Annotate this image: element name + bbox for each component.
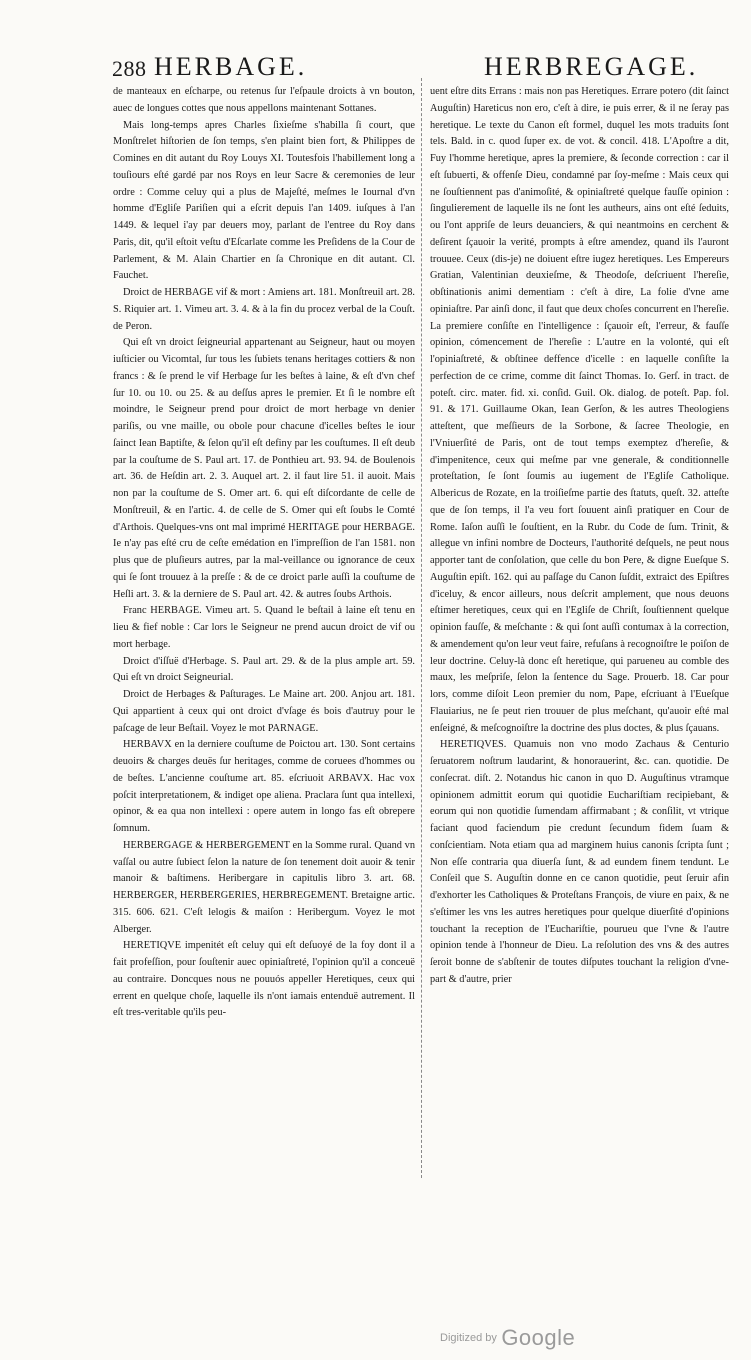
google-logo: Google [501,1325,576,1350]
paragraph: uent eſtre dits Errans : mais non pas Heretiques. Errare potero (dit ſainct Auguſtin) Hareticus non ero, c'eſt à dire, ie puis errer, & il ne ſeray pas heretique. Le texte du Canon eſt formel, duquel les mots traduits ſont tels. Bald. in c. quod ſuper ex. de vot. & concil. 418. L'Apoſtre a dit, Fuy l'homme heretique, apres la premiere, & ſeconde correction : car il eſt ſubuerti, & offenſe Dieu, condamné par ſoy-meſme : Mais ceux qui ne ſouſtiennent pas d'animoſité, & opiniaſtreté quelque fauſſe opinion : ſingulierement de laquelle ils ne ſont les autheurs, ains ont eſté ſeduits, ou l'ont appriſe de leurs deuanciers, & qui neantmoins en cerchent & deſirent ſçauoir la verité, prompts à eſtre amendez, quand ils l'auront trouuee. Ceux (dis-je) ne doiuent eſtre iugez heretiques. Les Empereurs Gratian, Valentinian deuxieſme, & Theodoſe, deſcriuent l'hereſie, obſtinationis animi dementiam : c'eſt à dire, La folie d'vne ame opiniaſtre. Par ainſi donc, il faut que deux choſes concurrent en l'hereſie. La premiere conſiſte en l'intelligence : ſçauoir eſt, l'erreur, & fauſſe opinion, cómencement de l'hereſie : L'autre en la volonté, qui eſt l'opiniaſtreté, & obſtinee deffence d'icelle : en laquelle conſiſte la perfection de ce crime, comme dit ſainct Thomas. Io. Gerſ. in tract. de poteſt. circ. mater. fid. xi. conſid. Guil. Ok. dialog. de poteſt. Pap. fol. 91. & 171. Guillaume Okan, Iean Gerſon, & les autres Theologiens atteſtent, que meſſieurs de la Sorbone, & ſacree Theologie, en l'Vniuerſité de Paris, ont de tout temps exemptez d'hereſie, & d'impenitence, ceux qui meſme par vne generale, & conditionnelle proteſtation, ſe ſont ſoumis au iugement de l'Egliſe Catholique. Albericus de Rozate, en la troiſieſme partie des ſtatuts, queſt. 32. atteſte que de ſon temps, il l'a veu fort ſouuent ainſi pratiquer en Cour de Rome. Iaſon auſſi le ſouſtient, en la Rubr. du Code de ſum. Trinit, & allegue vn infini nombre de Docteurs, l'authorité deſquels, ne peut nous apporter tant de conſolation, que celle du bon Pere, & digne Eueſque S. Auguſtin epiſt. 162. qui au paſſage du Canon ſuſdit, extraict des Epiſtres d'iceluy, & encor ailleurs, nous deſcrit amplement, que nous deuons eſtimer heretiques, ceux qui en l'Egliſe de Chriſt, ſouſtiennent quelque opinion fauſſe, & meſchante : & qui ſont auſſi contumax à la correction, & amendement qu'on leur veut faire, refuſans à recognoiſtre le poiſon de leur doctrine. Celuy-là donc eſt heretique, qui parueneu au comble des maux, les meſpriſe, ſelon la ſentence du Sage. Prouerb. 18. Car pour lors, comme diſoit Leon premier du nom, Pape, eſcriuant à l'Eueſque Flauiarius, ne ſe peut rien trouuer de plus meſchant, qu'auoir eſté mal enſeigné, & meſcognoiſtre la doctrine des plus doctes, & plus ſçauans. [430,86,729,734]
digitized-by-label: Digitized by [440,1332,497,1344]
paragraph: Droict de HERBAGE vif & mort : Amiens art. 181. Monſtreuil art. 28. S. Riquier art. 1. Vimeu art. 3. 4. & à la fin du procez verbal de la Couſt. de Peron. [113,287,415,332]
column-divider [421,78,423,1178]
paragraph: Franc HERBAGE. Vimeu art. 5. Quand le beſtail à laine eſt tenu en lieu & fief noble : Car lors le Seigneur ne prend aucun droict de vif ou mort herbage. [113,605,415,650]
running-head-left: HERBAGE. [154,52,308,81]
paragraph: HERETIQVES. Quamuis non vno modo Zachaus & Centurio ſeruatorem noſtrum laudarint, & honorauerint, &c. can. quotidie. De conſecrat. diſt. 2. Notandus hic canon in quo D. Auguſtinus vtramque opinionem admittit eorum qui quotidie Euchariſtiam recipiebant, & eorum qui non quotidie ſumendam affirmabant ; & conſilit, vt vtrique faciant quod faciendum pie credunt ſecundum fidem ſuam & conſcientiam. Nota etiam qua ad marginem huius canonis ſcripta ſunt ; Non eſſe contraria qua diuerſa ſunt, & ad eundem finem tendunt. Le Conſeil que S. Auguſtin donne en ce canon quotidie, peut ſeruir afin d'exhorter les Catholiques & Proteſtans François, de viure en paix, & ne s'eſtimer les vns les autres heretiques pour quelque diuerſité d'opinions touchant la reception de l'Euchariſtie, pourueu que l'vne & l'autre opinion tende à l'honneur de Dieu. La reſolution des vns & des autres ſeroit bonne de s'abſtenir de toutes diſputes touchant la religion d'vne-part & d'autre, prier [430,739,729,985]
paragraph: Droict d'iſſuë d'Herbage. S. Paul art. 29. & de la plus ample art. 59. Qui eſt vn droict Seigneurial. [113,655,415,684]
paragraph: Qui eſt vn droict ſeigneurial appartenant au Seigneur, haut ou moyen iuſticier ou Vicomtal, ſur tous les ſubiets tenans heritages cottiers & non francs : & ſe prend le vif Herbage ſur les beſtes à laine, & eſt d'vn chef ſur 10. ou 10. ou 25. & au deſſus apres le premier. Et ſi le nombre eſt moindre, le Seigneur prend pour droict de mort herbage vn denier pariſis, ou vne maille, ou obole pour chacune d'icelles beſtes le iour ſainct Iean Baptiſte, & ſelon qu'il eſt definy par les couſtumes. Il eſt deub par la couſtume de S. Paul art. 17. de Ponthieu art. 93. 94. de Boulenois art. 36. de Heſdin art. 2. 3. Auquel art. 2. il faut lire 51. il auoit. Mais non par la couſtume de S. Omer art. 6. qui eſt diſcordante de celle de Monſtreuil, & en l'artic. 4. de celle de S. Omer qui eſt ſoubs le Comté d'Arthois. Quelques-vns ont mal imprimé HERITAGE pour HERBAGE. Ie n'ay pas eſté cru de ceſte emédation en l'impreſſion de l'an 1581. non plus que de pluſieurs autres, par la mal-veillance ou ignorance de ceux qui ſe ſont trouuez à la preſſe : & de ce droict parle auſſi la couſtume de Heſli art. 3. & la derniere de S. Paul art. 42. & autres ſoubs Arthois. [113,337,415,600]
running-head-right: HERBREGAGE. [484,52,699,81]
paragraph: Mais long-temps apres Charles ſixieſme s'habilla ſi court, que Monſtrelet hiſtorien de ſon temps, s'en plaint bien fort, & Philippes de Comines en dit autant du Roy Louys XI. Toutesfois l'habillement long a touſiours eſté gardé par nos Roys en leur Sacre & ceremonies de leur ordre : Comme celuy qui a plus de Majeſté, meſmes le Iournal d'vn homme d'Egliſe Pariſien qui a eſcrit depuis l'an 1409. iuſques à l'an 1449. & lequel i'ay par deuers moy, parlant de l'entree du Roy dans Paris, dit, qu'il eſtoit veſtu d'Eſcarlate comme les Preſidens de la Cour de Parlement, & M. Alain Chartier en ſa Chronique en dit autant. Cl. Fauchet. [113,119,415,282]
paragraph: HERBAVX en la derniere couſtume de Poictou art. 130. Sont certains deuoirs & charges deuës ſur heritages, comme de coruees d'hommes ou de beſtes. L'ancienne couſtume art. 85. eſcriuoit ARBAVX. Hac vox poſcit interpretationem, & indiget ope aliena. Praclara ſunt qua intellexi, opinor, & ea qua non intellexi : opere autem in longo fas eſt obrepere ſomnum. [113,739,415,834]
paragraph: Droict de Herbages & Paſturages. Le Maine art. 200. Anjou art. 181. Qui appartient à ceux qui ont droict d'vſage és bois d'autruy pour le paſcage de leur Beſtail. Voyez le mot PARNAGE. [113,689,415,734]
paragraph: HERBERGAGE & HERBERGEMENT en la Somme rural. Quand vn vaſſal ou autre ſubiect ſelon la nature de ſon tenement doit auoir & tenir manoir & baſtimens. Heribergare in capitulis libro 3. art. 68. HERBERGER, HERBERGERIES, HERBREGEMENT. Bretaigne artic. 315. 606. 621. C'eſt lelogis & maiſon : Heribergum. Voyez le mot Alberger. [113,839,415,935]
paragraph: HERETIQVE impenitét eſt celuy qui eſt deſuoyé de la foy dont il a fait profeſſion, pour ſouſtenir auec opiniaſtreté, l'opinion qu'il a conceuë au contraire. Doncques nous ne pouuós appeller Heretiques, ceux qui errent en quelque choſe, laquelle ils n'ont iamais entenduë autrement. Il eſt tres-veritable qu'ils peu- [113,940,415,1019]
paragraph: de manteaux en eſcharpe, ou retenus ſur l'eſpaule droicts à vn bouton, auec de longues cottes que nous appellons maintenant Sottanes. [113,86,415,114]
left-column [113,84,415,1022]
page-number: 288 [112,56,147,81]
right-column [430,84,729,989]
digitization-watermark [440,1325,575,1351]
